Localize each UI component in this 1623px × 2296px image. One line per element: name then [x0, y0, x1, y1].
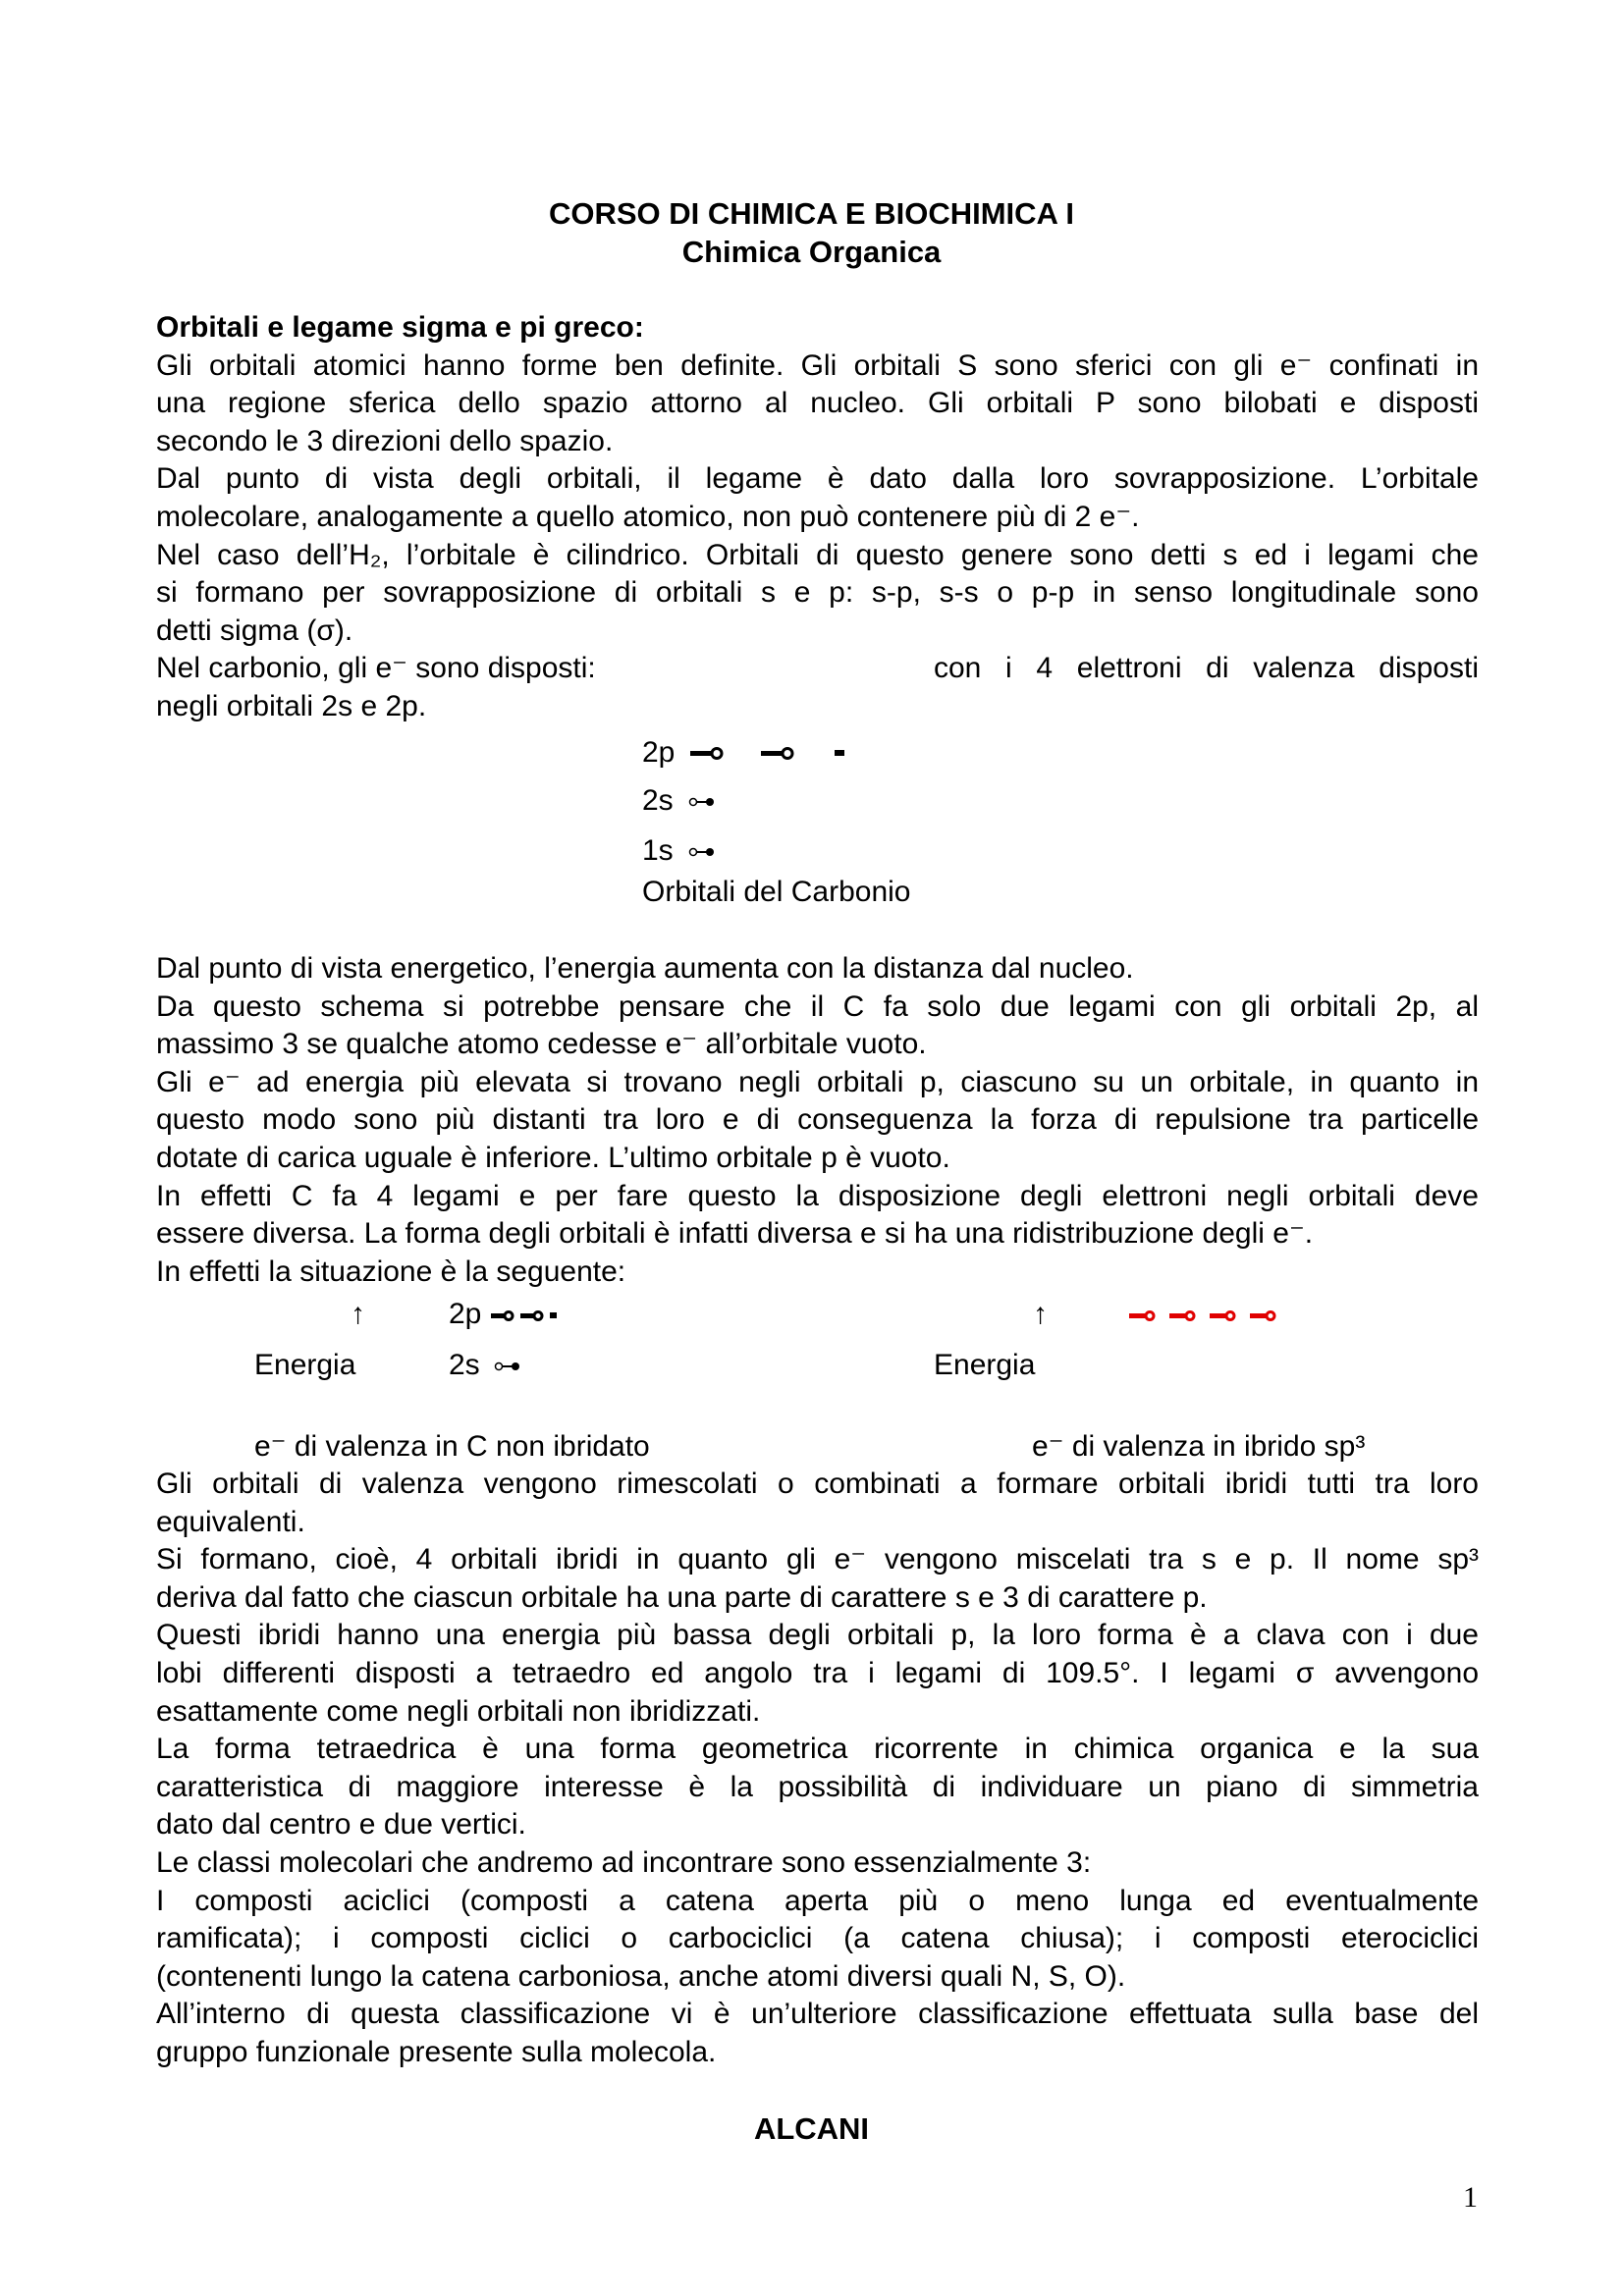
paragraph-line: questo modo sono più distanti tra loro e di conseguenza la forza di repulsione tra particelle	[156, 1103, 1479, 1137]
paragraph-line: Questi ibridi hanno una energia più bassa degli orbitali p, la loro forma è a clava con i due	[156, 1619, 1479, 1652]
energy-arrow-icon: ↑	[1033, 1298, 1048, 1330]
paragraph-line: dotate di carica uguale è inferiore. L’ultimo orbitale p è vuoto.	[156, 1141, 950, 1174]
paragraph-line: deriva dal fatto che ciascun orbitale ha una parte di carattere s e 3 di carattere p.	[156, 1580, 1208, 1614]
label-2s: 2s	[642, 784, 674, 817]
paragraph-line: Si formano, cioè, 4 orbitali ibridi in quanto gli e⁻ vengono miscelati tra s e p. Il nome sp³	[156, 1543, 1479, 1576]
paragraph-line: molecolare, analogamente a quello atomico, non può contenere più di 2 e⁻.	[156, 500, 1140, 533]
paragraph-line: ramificata); i composti ciclici o carbociclici (a catena chiusa); i composti eterociclici	[156, 1922, 1479, 1955]
paragraph-line: Gli e⁻ ad energia più elevata si trovano negli orbitali p, ciascuno su un orbitale, in quanto in	[156, 1065, 1479, 1098]
paragraph-line: gruppo funzionale presente sulla molecola.	[156, 2035, 717, 2068]
paragraph-line: In effetti C fa 4 legami e per fare questo la disposizione degli elettroni negli orbitali deve	[156, 1179, 1479, 1212]
paragraph-line: caratteristica di maggiore interesse è la possibilità di individuare un piano di simmetria	[156, 1770, 1479, 1803]
paragraph-line: All’interno di questa classificazione vi è un’ulteriore classificazione effettuata sulla base del	[156, 1998, 1479, 2031]
paragraph-line: dato dal centro e due vertici.	[156, 1808, 526, 1842]
paragraph-line: In effetti la situazione è la seguente:	[156, 1255, 626, 1288]
right-caption: e⁻ di valenza in ibrido sp³	[1032, 1430, 1366, 1463]
section-heading: Orbitali e legame sigma e pi greco:	[156, 311, 644, 344]
section-hybrid	[156, 1466, 1479, 2072]
sp3-hybrid-electrons-icon	[1129, 1306, 1291, 1325]
2p-electrons-icon	[491, 1306, 589, 1325]
paragraph-line: Le classi molecolari che andremo ad incontrare sono essenzialmente 3:	[156, 1845, 1092, 1879]
paragraph-line: negli orbitali 2s e 2p.	[156, 689, 427, 722]
left-caption: e⁻ di valenza in C non ibridato	[254, 1430, 650, 1463]
paragraph-line: Gli orbitali di valenza vengono rimescolati o combinati a formare orbitali ibridi tutti tra loro	[156, 1468, 1479, 1500]
paragraph-line: secondo le 3 direzioni dello spazio.	[156, 424, 614, 457]
document-title: CORSO DI CHIMICA E BIOCHIMICA I	[548, 196, 1075, 231]
paragraph-line: lobi differenti disposti a tetraedro ed angolo tra i legami di 109.5°. I legami σ avvengono	[156, 1656, 1479, 1689]
electron-up-icon	[761, 743, 796, 763]
label-2p: 2p	[449, 1298, 482, 1330]
paragraph-line: si formano per sovrapposizione di orbitali s e p: s-p, s-s o p-p in senso longitudinale sono	[156, 576, 1479, 610]
label-1s: 1s	[642, 834, 674, 867]
electron-pair-icon	[687, 842, 717, 862]
paragraph-line: La forma tetraedrica è una forma geometrica ricorrente in chimica organica e la sua	[156, 1733, 1479, 1766]
energy-label: Energia	[934, 1349, 1036, 1381]
paragraph-line: detti sigma (σ).	[156, 614, 353, 647]
section-energy	[156, 950, 1479, 1291]
page-number: 1	[1463, 2181, 1478, 2214]
split-left-text: Nel carbonio, gli e⁻ sono disposti:	[156, 652, 596, 685]
paragraph-line: Da questo schema si potrebbe pensare che il C fa solo due legami con gli orbitali 2p, al	[156, 989, 1479, 1023]
electron-pair-icon	[493, 1357, 522, 1376]
electron-pair-icon	[687, 792, 717, 812]
paragraph-line: equivalenti.	[156, 1505, 305, 1538]
paragraph-line: esattamente come negli orbitali non ibridizzati.	[156, 1694, 761, 1728]
paragraph-line: Dal punto di vista degli orbitali, il legame è dato dalla loro sovrapposizione. L’orbitale	[156, 462, 1479, 496]
label-2s: 2s	[449, 1349, 480, 1381]
diagram-caption: Orbitali del Carbonio	[642, 876, 911, 908]
paragraph-line: I composti aciclici (composti a catena aperta più o meno lunga ed eventualmente	[156, 1884, 1479, 1917]
next-section-heading: ALCANI	[753, 2111, 870, 2146]
section-orbitals	[156, 309, 1479, 726]
paragraph-line	[156, 650, 1479, 688]
split-right-text: con i 4 elettroni di valenza disposti	[934, 652, 1479, 685]
paragraph-line: Gli orbitali atomici hanno forme ben definite. Gli orbitali S sono sferici con gli e⁻ confinati in	[156, 348, 1479, 382]
paragraph-line: massimo 3 se qualche atomo cedesse e⁻ all’orbitale vuoto.	[156, 1028, 927, 1061]
energy-arrow-icon: ↑	[351, 1298, 365, 1330]
label-2p: 2p	[642, 736, 676, 769]
paragraph-line: Nel caso dell’H₂, l’orbitale è cilindrico. Orbitali di questo genere sono detti s ed i legami che	[156, 538, 1479, 571]
document-subtitle: Chimica Organica	[681, 235, 942, 269]
paragraph-line: una regione sferica dello spazio attorno al nucleo. Gli orbitali P sono bilobati e disposti	[156, 387, 1479, 420]
paragraph-line: (contenenti lungo la catena carboniosa, anche atomi diversi quali N, S, O).	[156, 1959, 1126, 1993]
electron-up-icon	[690, 743, 726, 763]
empty-orbital-icon	[833, 743, 848, 763]
paragraph-line: Dal punto di vista energetico, l’energia aumenta con la distanza dal nucleo.	[156, 952, 1134, 985]
energy-label: Energia	[254, 1349, 356, 1381]
paragraph-line: essere diversa. La forma degli orbitali è infatti diversa e si ha una ridistribuzione degli e⁻.	[156, 1217, 1314, 1251]
